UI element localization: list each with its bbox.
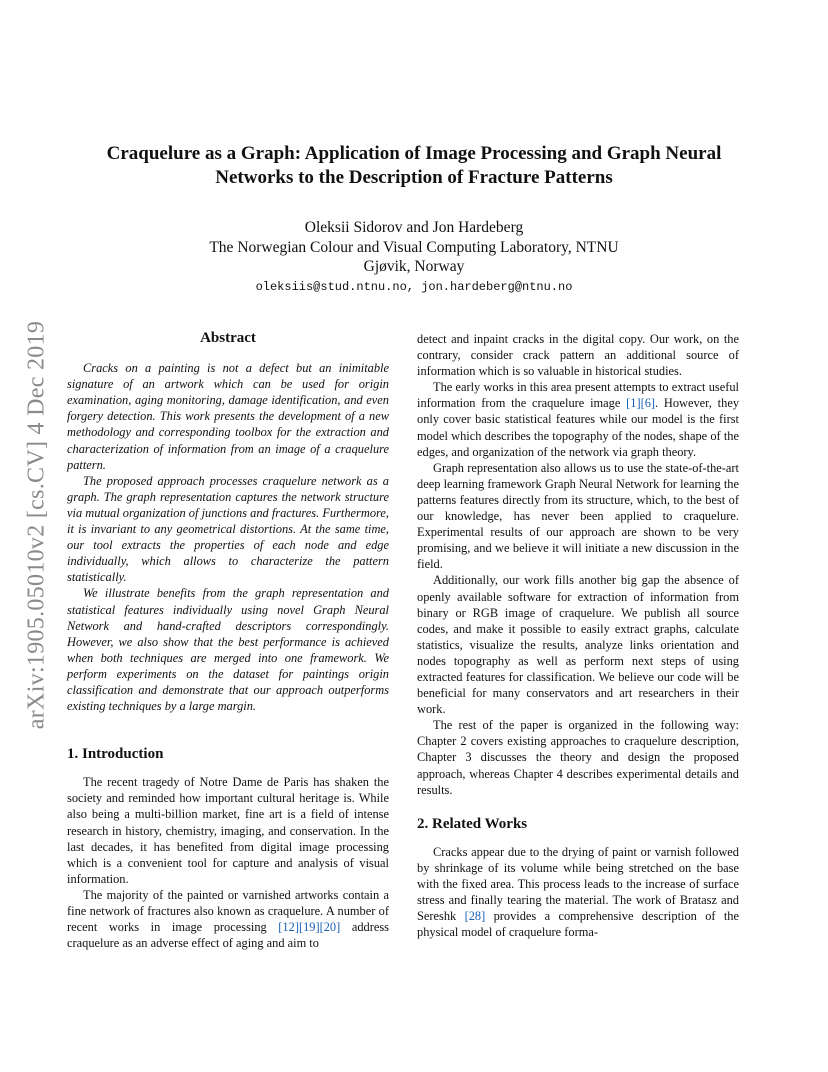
related-works-text-b: provides a comprehensive description of the physical model of craquelure forma-: [417, 909, 739, 940]
introduction-heading: 1. Introduction: [67, 746, 164, 763]
introduction-paragraph-1: The recent tragedy of Notre Dame de Paris has shaken the society and reminded how important cultural heritage is. While also being a multi-billion market, fine art is a field of intense research in history, chemistry, imaging, and conservation. In the last decades, it has benefited from digital image processing which is a convenient tool for capture and analysis of visual information.: [67, 775, 389, 886]
introduction-paragraph-2-text-a: The majority of the painted or varnished artworks contain a fine network of fractures also known as craquelure. A number of recent works in image processing: [67, 887, 389, 935]
related-works-heading: 2. Related Works: [417, 815, 528, 832]
introduction-continuation: detect and inpaint cracks in the digital copy. Our work, on the contrary, consider crack pattern an additional source of information which is so valuable in historical studies.: [417, 332, 739, 379]
arxiv-identifier-text: arXiv:1905.05010v2 [cs.CV] 4 Dec 2019: [23, 320, 50, 730]
related-works-text-a: Cracks appear due to the drying of paint or varnish followed by shrinkage of its volume while being stretched on the base with the fixed area. This process leads to the increase of surface stress and finally tearing the material. The work of Bratasz and Sereshk: [417, 844, 739, 924]
introduction-paragraph-4: Graph representation also allows us to use the state-of-the-art deep learning framework Graph Neural Network for learning the patterns features directly from its structure, which, to the best of our knowledge, has never been applied to craquelure. Experimental results of our approach are shown to be very promising, and we believe it will initiate a new discussion in the field.: [417, 460, 739, 572]
introduction-paragraph-2-text-b: address craquelure as an adverse effect of aging and aim to: [67, 920, 389, 951]
author-emails: oleksiis@stud.ntnu.no, jon.hardeberg@ntnu.no: [255, 280, 573, 294]
right-column: [417, 331, 739, 940]
abstract-paragraph-3: We illustrate benefits from the graph representation and statistical features individually using novel Graph Neural Network and hand-crafted descriptors correspondingly. However, we also show that the best performance is achieved when both techniques are merged into one framework. We perform experiments on the dataset for paintings origin classification and demonstrate that our approach outperforms existing techniques by a large margin.: [67, 586, 389, 714]
introduction-paragraph-3-text-b: . However, they only cover basic statistical features while our model is the first model which describes the topography of the nodes, shape of the edges, and organization of the network via graph theory.: [417, 396, 740, 459]
citation-link-28[interactable]: [28]: [464, 909, 486, 924]
author-block: [70, 218, 758, 277]
introduction-paragraph-5: Additionally, our work fills another big gap the absence of openly available software for extraction of information from binary or RGB image of craquelure. We publish all source codes, and make it possible to easily extract graphs, calculate statistics, visualize the results, analyze links orientation and nodes topography as well as perform next steps of using extracted features for classification. We believe our code will be beneficial for many conservators and art researchers in their work.: [417, 573, 739, 717]
citation-link-19[interactable]: [19]: [298, 920, 320, 935]
abstract-paragraph-2: The proposed approach processes craquelure network as a graph. The graph representation captures the network structure via mutual organization of junctions and fractures. Furthermore, it is invariant to any geometrical distortions. At the same time, our tool extracts the properties of each node and edge individually, which allows to characterize the pattern statistically.: [67, 473, 389, 585]
arxiv-identifier-stamp: [22, 290, 52, 760]
citation-link-12[interactable]: [12]: [278, 920, 299, 935]
abstract-paragraph-1: Cracks on a painting is not a defect but an inimitable signature of an artwork which can be used for origin examination, aging monitoring, damage identification, and even forgery detection. This work presents the development of a new methodology and corresponding toolbox for the extraction and characterization of information from an image of a craquelure pattern.: [67, 361, 389, 472]
author-location: Gjøvik, Norway: [363, 258, 465, 275]
author-affiliation: The Norwegian Colour and Visual Computing Laboratory, NTNU: [209, 238, 619, 256]
citation-link-6[interactable]: [6]: [640, 396, 656, 411]
introduction-paragraph-3: [417, 379, 739, 459]
introduction-paragraph-3-text-a: The early works in this area present attempts to extract useful information from the craquelure image: [417, 380, 739, 411]
author-names: Oleksii Sidorov and Jon Hardeberg: [304, 219, 524, 236]
abstract-section: [67, 330, 389, 714]
related-works-paragraph-1: [417, 844, 739, 941]
citation-link-1[interactable]: [1]: [626, 396, 641, 411]
introduction-paragraph-6: The rest of the paper is organized in the following way: Chapter 2 covers existing approaches to craquelure description, Chapter 3 discusses the theory and design the proposed approach, whereas Chapter 4 describes experimental details and results.: [417, 718, 739, 797]
introduction-paragraph-2: [67, 887, 389, 951]
paper-title: Craquelure as a Graph: Application of Image Processing and Graph Neural Networks to the Description of Fracture Patterns: [106, 143, 722, 188]
citation-link-20[interactable]: [20]: [319, 920, 341, 935]
abstract-heading: Abstract: [200, 330, 256, 346]
left-column: [67, 330, 389, 951]
